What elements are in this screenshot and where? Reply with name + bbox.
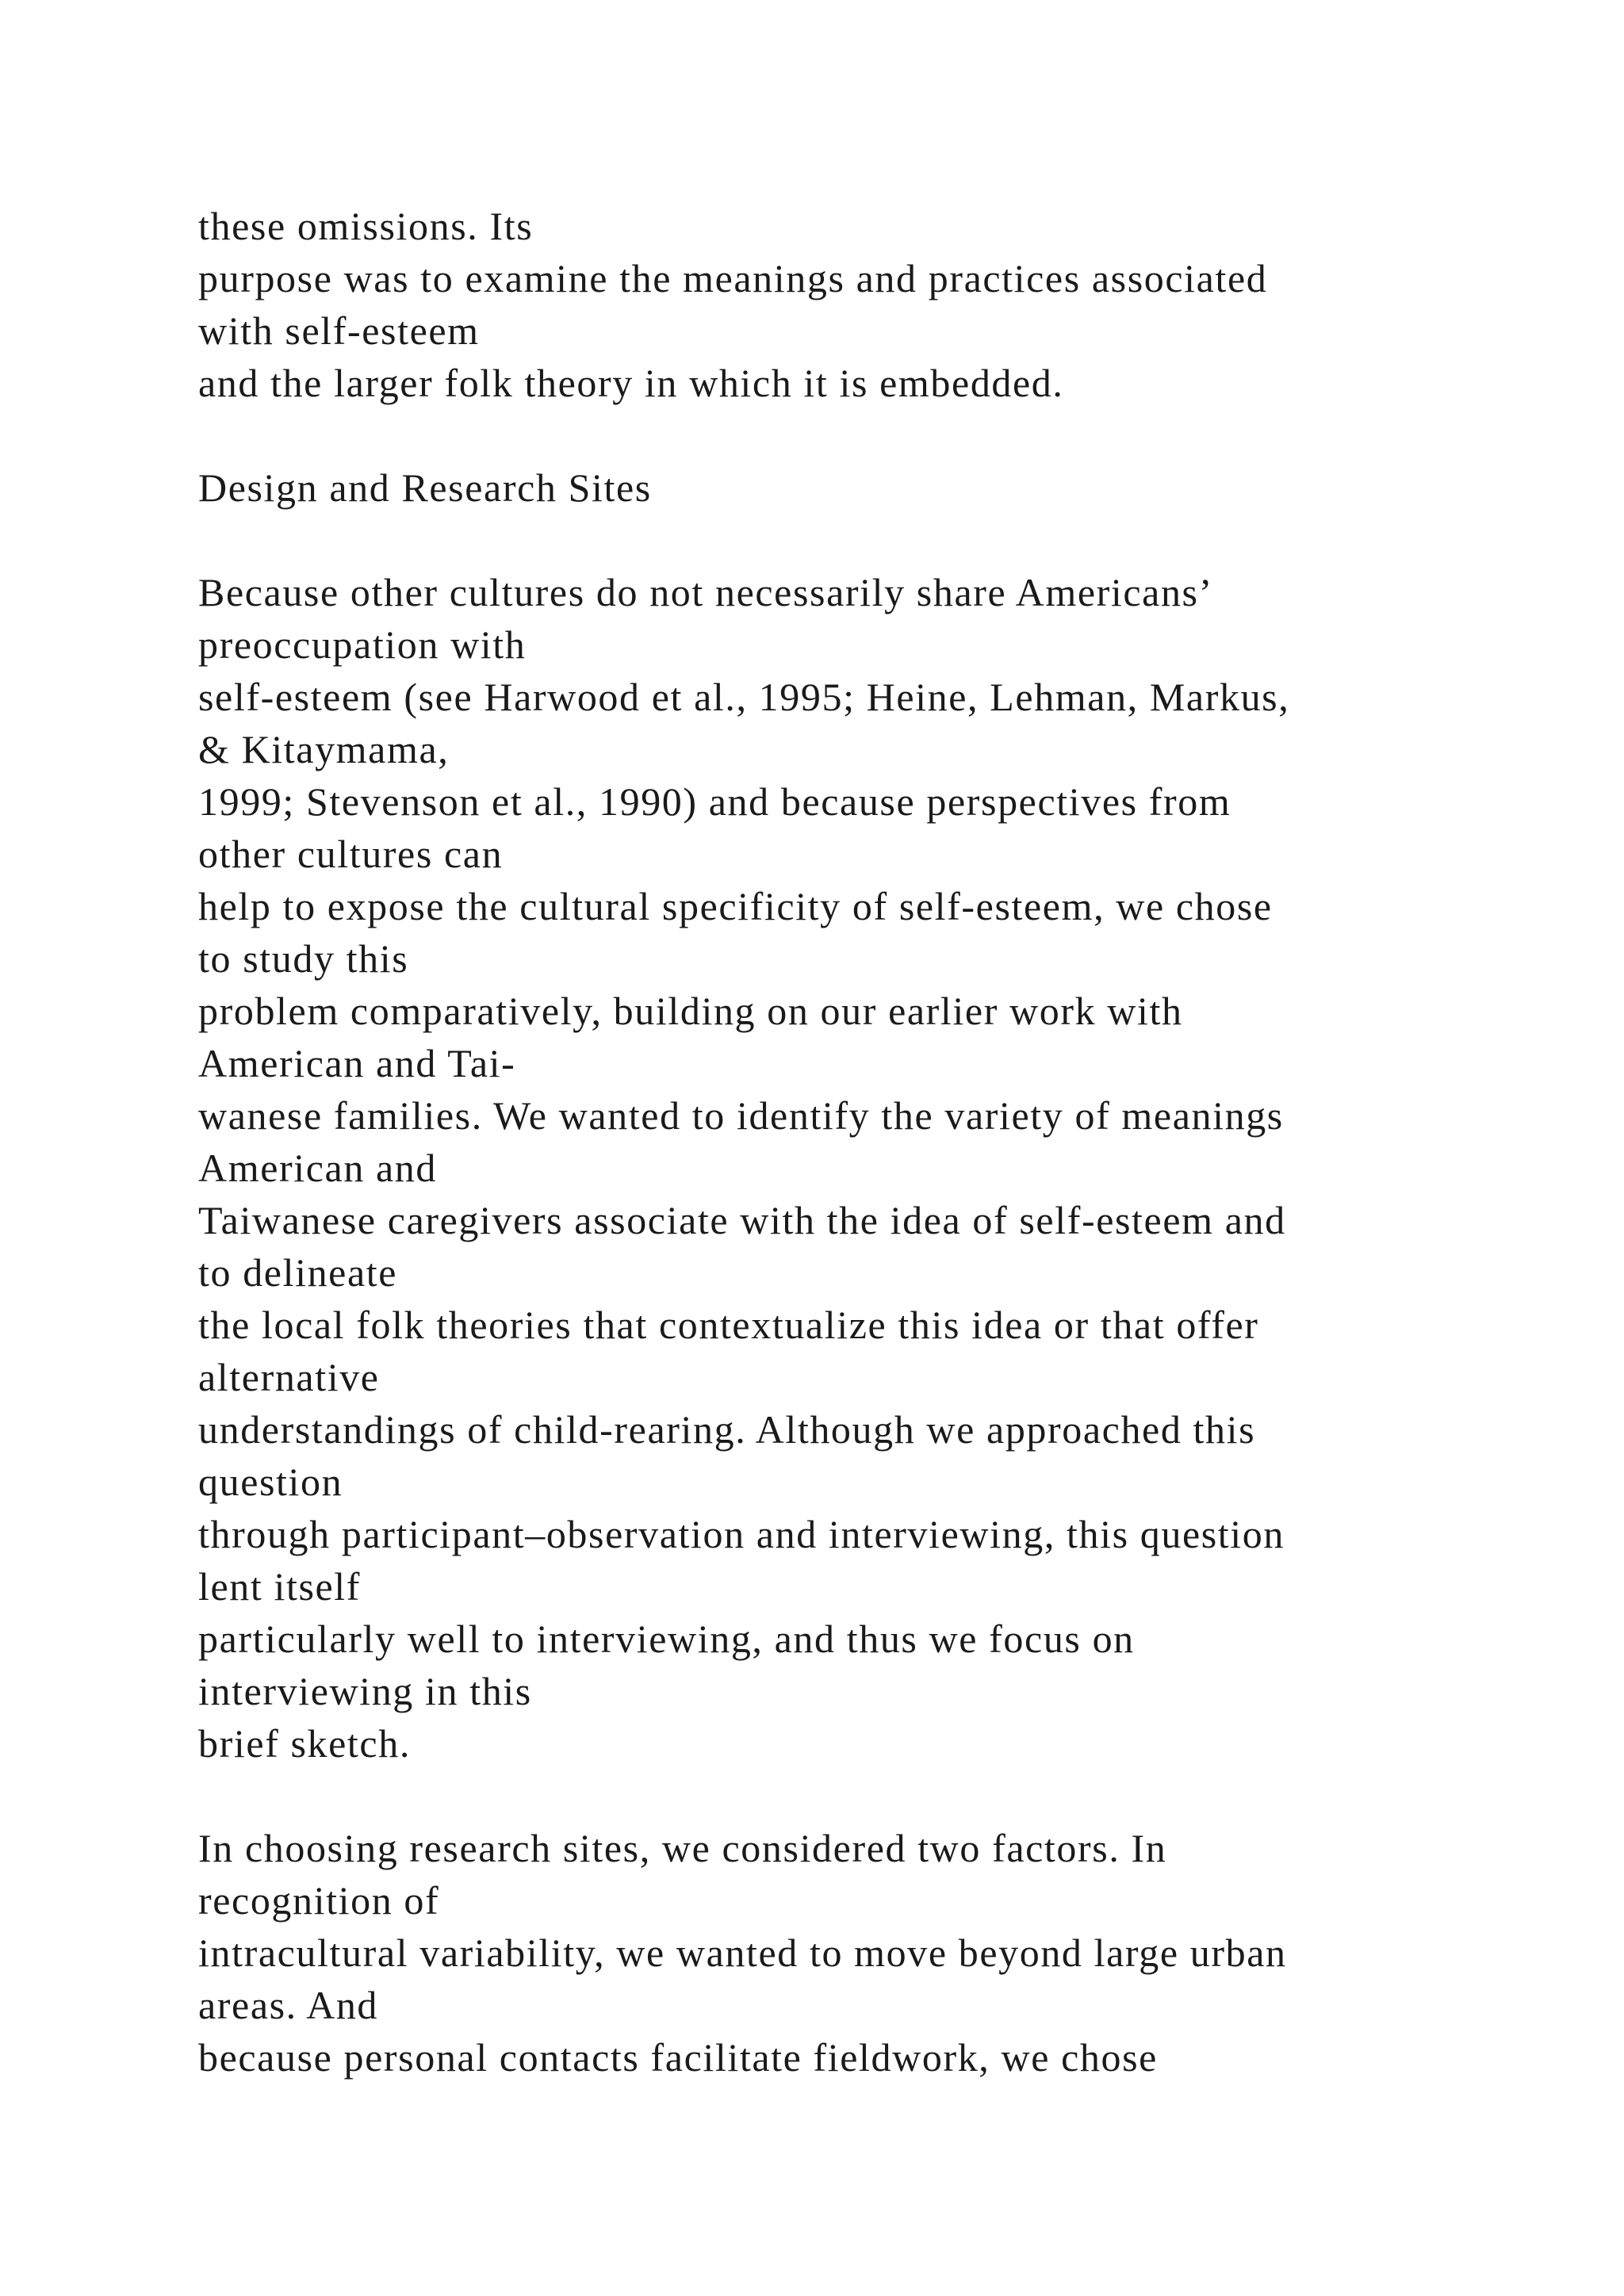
text-line: wanese families. We wanted to identify the variety of meanings bbox=[198, 1093, 1284, 1138]
text-line: particularly well to interviewing, and thus we focus on bbox=[198, 1617, 1135, 1661]
paragraph-break bbox=[198, 409, 1546, 461]
text-line: understandings of child-rearing. Although we approached this bbox=[198, 1407, 1256, 1452]
text-line: and the larger folk theory in which it is embedded. bbox=[198, 361, 1064, 405]
text-line: Taiwanese caregivers associate with the idea of self-esteem and bbox=[198, 1198, 1286, 1242]
text-line: to study this bbox=[198, 936, 409, 981]
text-line: brief sketch. bbox=[198, 1721, 411, 1766]
text-line: with self-esteem bbox=[198, 308, 480, 353]
body-text bbox=[198, 200, 1546, 2084]
text-line: recognition of bbox=[198, 1878, 440, 1923]
text-line: areas. And bbox=[198, 1983, 379, 2027]
paragraph-break bbox=[198, 514, 1546, 566]
text-line: lent itself bbox=[198, 1564, 362, 1609]
paragraph-break bbox=[198, 1770, 1546, 1822]
text-line: interviewing in this bbox=[198, 1669, 532, 1713]
text-line: purpose was to examine the meanings and practices associated bbox=[198, 256, 1268, 300]
text-line: & Kitaymama, bbox=[198, 727, 450, 771]
text-line: preoccupation with bbox=[198, 622, 527, 667]
text-line: American and bbox=[198, 1146, 438, 1190]
text-line: these omissions. Its bbox=[198, 204, 534, 248]
text-line: 1999; Stevenson et al., 1990) and because perspectives from bbox=[198, 779, 1231, 824]
text-line: other cultures can bbox=[198, 832, 504, 876]
text-line: question bbox=[198, 1460, 343, 1504]
text-line: help to expose the cultural specificity of self-esteem, we chose bbox=[198, 884, 1273, 928]
text-line: intracultural variability, we wanted to move beyond large urban bbox=[198, 1931, 1287, 1975]
text-line: Because other cultures do not necessarily share Americans’ bbox=[198, 570, 1213, 614]
text-line: American and Tai- bbox=[198, 1041, 516, 1085]
text-line: through participant–observation and interviewing, this question bbox=[198, 1512, 1285, 1556]
text-line: because personal contacts facilitate fieldwork, we chose bbox=[198, 2035, 1158, 2080]
text-line: the local folk theories that contextualize this idea or that offer bbox=[198, 1303, 1259, 1347]
text-line: to delineate bbox=[198, 1250, 398, 1295]
text-line: In choosing research sites, we considered two factors. In bbox=[198, 1826, 1167, 1870]
text-line: problem comparatively, building on our earlier work with bbox=[198, 989, 1183, 1033]
text-line: self-esteem (see Harwood et al., 1995; Heine, Lehman, Markus, bbox=[198, 675, 1290, 719]
text-line: alternative bbox=[198, 1355, 380, 1399]
section-heading: Design and Research Sites bbox=[198, 465, 652, 510]
